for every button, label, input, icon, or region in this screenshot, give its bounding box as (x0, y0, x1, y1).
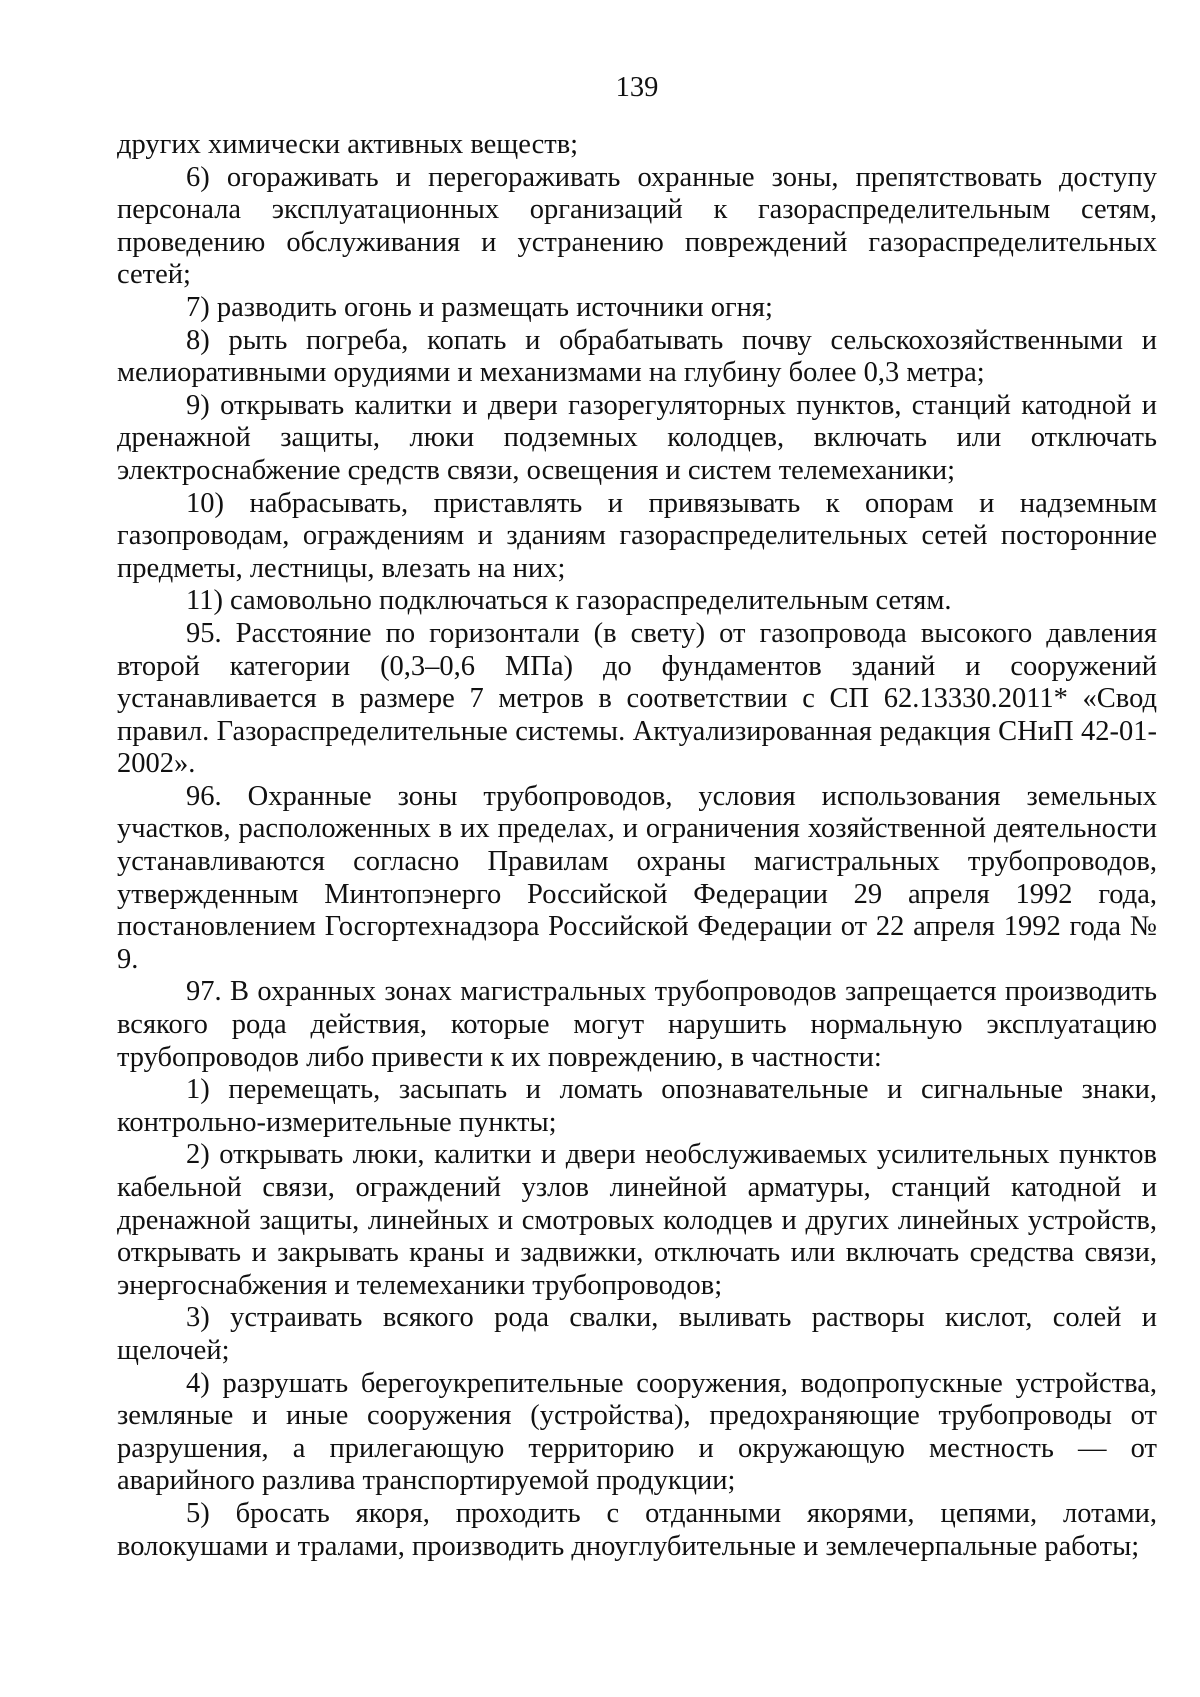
clause-95: 95. Расстояние по горизонтали (в свету) от газопровода высокого давления второй категории (0,3–0,6 МПа) до фундаментов зданий и сооружений устанавливается в размере 7 метров в соответствии с СП 62.13330.2011* «Свод правил. Газораспределительные системы. Актуализированная редакция СНиП 42-01-2002». (117, 617, 1157, 780)
clause-96: 96. Охранные зоны трубопроводов, условия использования земельных участков, расположенных в их пределах, и ограничения хозяйственной деятельности устанавливаются согласно Правилам охраны магистральных трубопроводов, утвержденным Минтопэнерго Российской Федерации 29 апреля 1992 года, постановлением Госгортехнадзора Российской Федерации от 22 апреля 1992 года № 9. (117, 780, 1157, 975)
clause-97-item-3: 3) устраивать всякого рода свалки, выливать растворы кислот, солей и щелочей; (117, 1302, 1157, 1366)
list-item-8: 8) рыть погреба, копать и обрабатывать почву сельскохозяйственными и мелиоративными орудиями и механизмами на глубину более 0,3 метра; (117, 324, 1157, 389)
list-item-9: 9) открывать калитки и двери газорегуляторных пунктов, станций катодной и дренажной защиты, люки подземных колодцев, включать или отключать электроснабжение средств связи, освещения и систем телемеханики; (117, 389, 1157, 486)
list-item-10: 10) набрасывать, приставлять и привязывать к опорам и надземным газопроводам, ограждениям и зданиям газораспределительных сетей посторонние предметы, лестницы, влезать на них; (117, 487, 1157, 584)
list-item-11: 11) самовольно подключаться к газораспределительным сетям. (186, 585, 952, 617)
page-number: 139 (615, 72, 659, 103)
document-body (117, 129, 1157, 1563)
paragraph-continuation: других химически активных веществ; (117, 129, 579, 160)
clause-97-item-4: 4) разрушать берегоукрепительные сооружения, водопропускные устройства, земляные и иные сооружения (устройства), предохраняющие трубопроводы от разрушения, а прилегающую территорию и окружающую местность — от аварийного разлива транспортируемой продукции; (117, 1367, 1157, 1497)
clause-97-item-5: 5) бросать якоря, проходить с отданными якорями, цепями, лотами, волокушами и тралами, производить дноуглубительные и землечерпальные работы; (117, 1497, 1157, 1562)
clause-97-item-2: 2) открывать люки, калитки и двери необслуживаемых усилительных пунктов кабельной связи, ограждений узлов линейной арматуры, станций катодной и дренажной защиты, линейных и смотровых колодцев и других линейных устройств, открывать и закрывать краны и задвижки, отключать или включать средства связи, энергоснабжения и телемеханики трубопроводов; (117, 1139, 1157, 1301)
list-item-6: 6) огораживать и перегораживать охранные зоны, препятствовать доступу персонала эксплуатационных организаций к газораспределительным сетям, проведению обслуживания и устранению повреждений газораспределительных сетей; (117, 161, 1157, 291)
list-item-7: 7) разводить огонь и размещать источники огня; (186, 291, 773, 323)
clause-97-item-1: 1) перемещать, засыпать и ломать опознавательные и сигнальные знаки, контрольно-измерительные пункты; (117, 1074, 1157, 1138)
clause-97: 97. В охранных зонах магистральных трубопроводов запрещается производить всякого рода действия, которые могут нарушить нормальную эксплуатацию трубопроводов либо привести к их повреждению, в частности: (117, 976, 1157, 1073)
